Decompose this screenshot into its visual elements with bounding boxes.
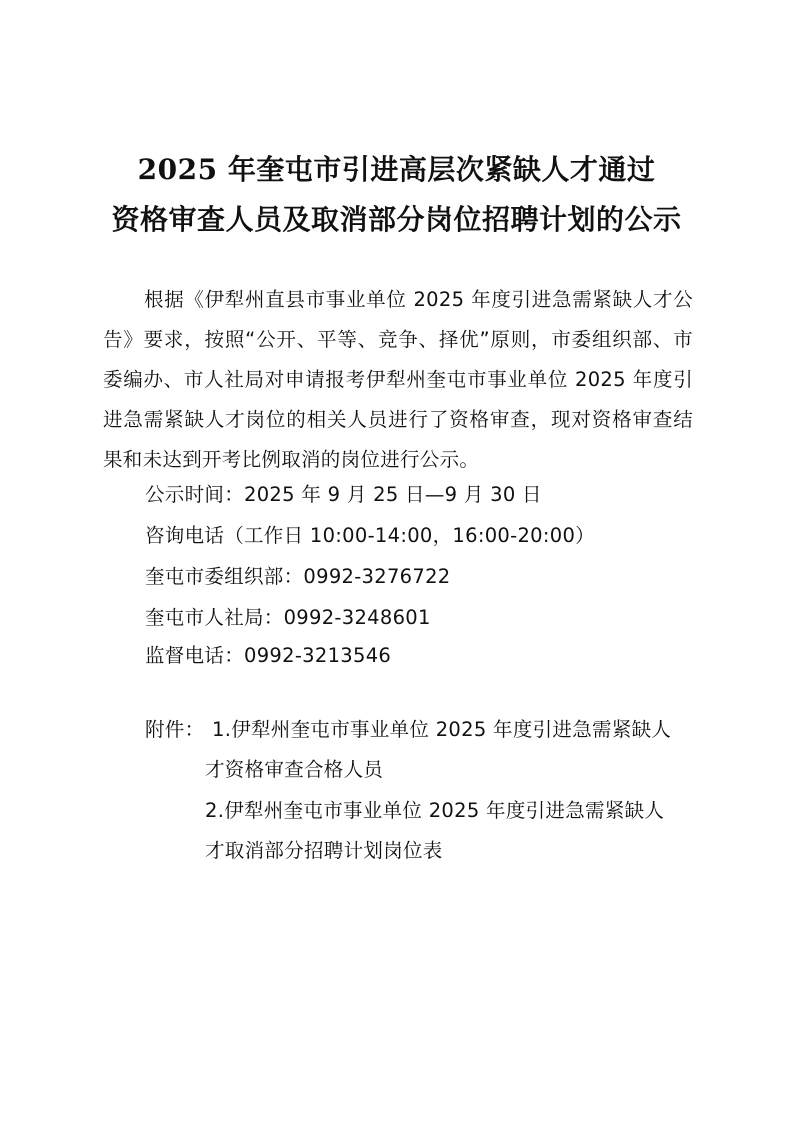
attachment-1-line-2: 才资格审查合格人员 <box>205 758 384 781</box>
attachment-2-line-1: 2.伊犁州奎屯市事业单位 2025 年度引进急需紧缺人 <box>205 799 665 822</box>
document-title-line-1: 2025 年奎屯市引进高层次紧缺人才通过 <box>137 153 656 186</box>
attachments-label: 附件： <box>145 718 205 741</box>
notice-time: 公示时间：2025 年 9 月 25 日—9 月 30 日 <box>145 483 542 506</box>
attachment-2-line-2: 才取消部分招聘计划岗位表 <box>205 839 443 862</box>
body-paragraph: 根据《伊犁州直县市事业单位 2025 年度引进急需紧缺人才公告》要求，按照“公开、平等、竞争、择优”原则，市委组织部、市委编办、市人社局对申请报考伊犁州奎屯市事业单位 2025 年度引进急需紧缺人才岗位的相关人员进行了资格审查，现对资格审查结果和未达到开考比例取消的岗位进行公示。 <box>103 288 693 471</box>
org-dept-phone: 奎屯市委组织部：0992-3276722 <box>145 565 451 588</box>
supervision-phone: 监督电话：0992-3213546 <box>145 644 392 667</box>
attachment-1-line-1: 1.伊犁州奎屯市事业单位 2025 年度引进急需紧缺人 <box>212 718 672 741</box>
hr-bureau-phone: 奎屯市人社局：0992-3248601 <box>145 606 431 629</box>
consult-phone-heading: 咨询电话（工作日 10:00-14:00，16:00-20:00） <box>145 524 595 547</box>
document-title-line-2: 资格审查人员及取消部分岗位招聘计划的公示 <box>111 203 682 236</box>
